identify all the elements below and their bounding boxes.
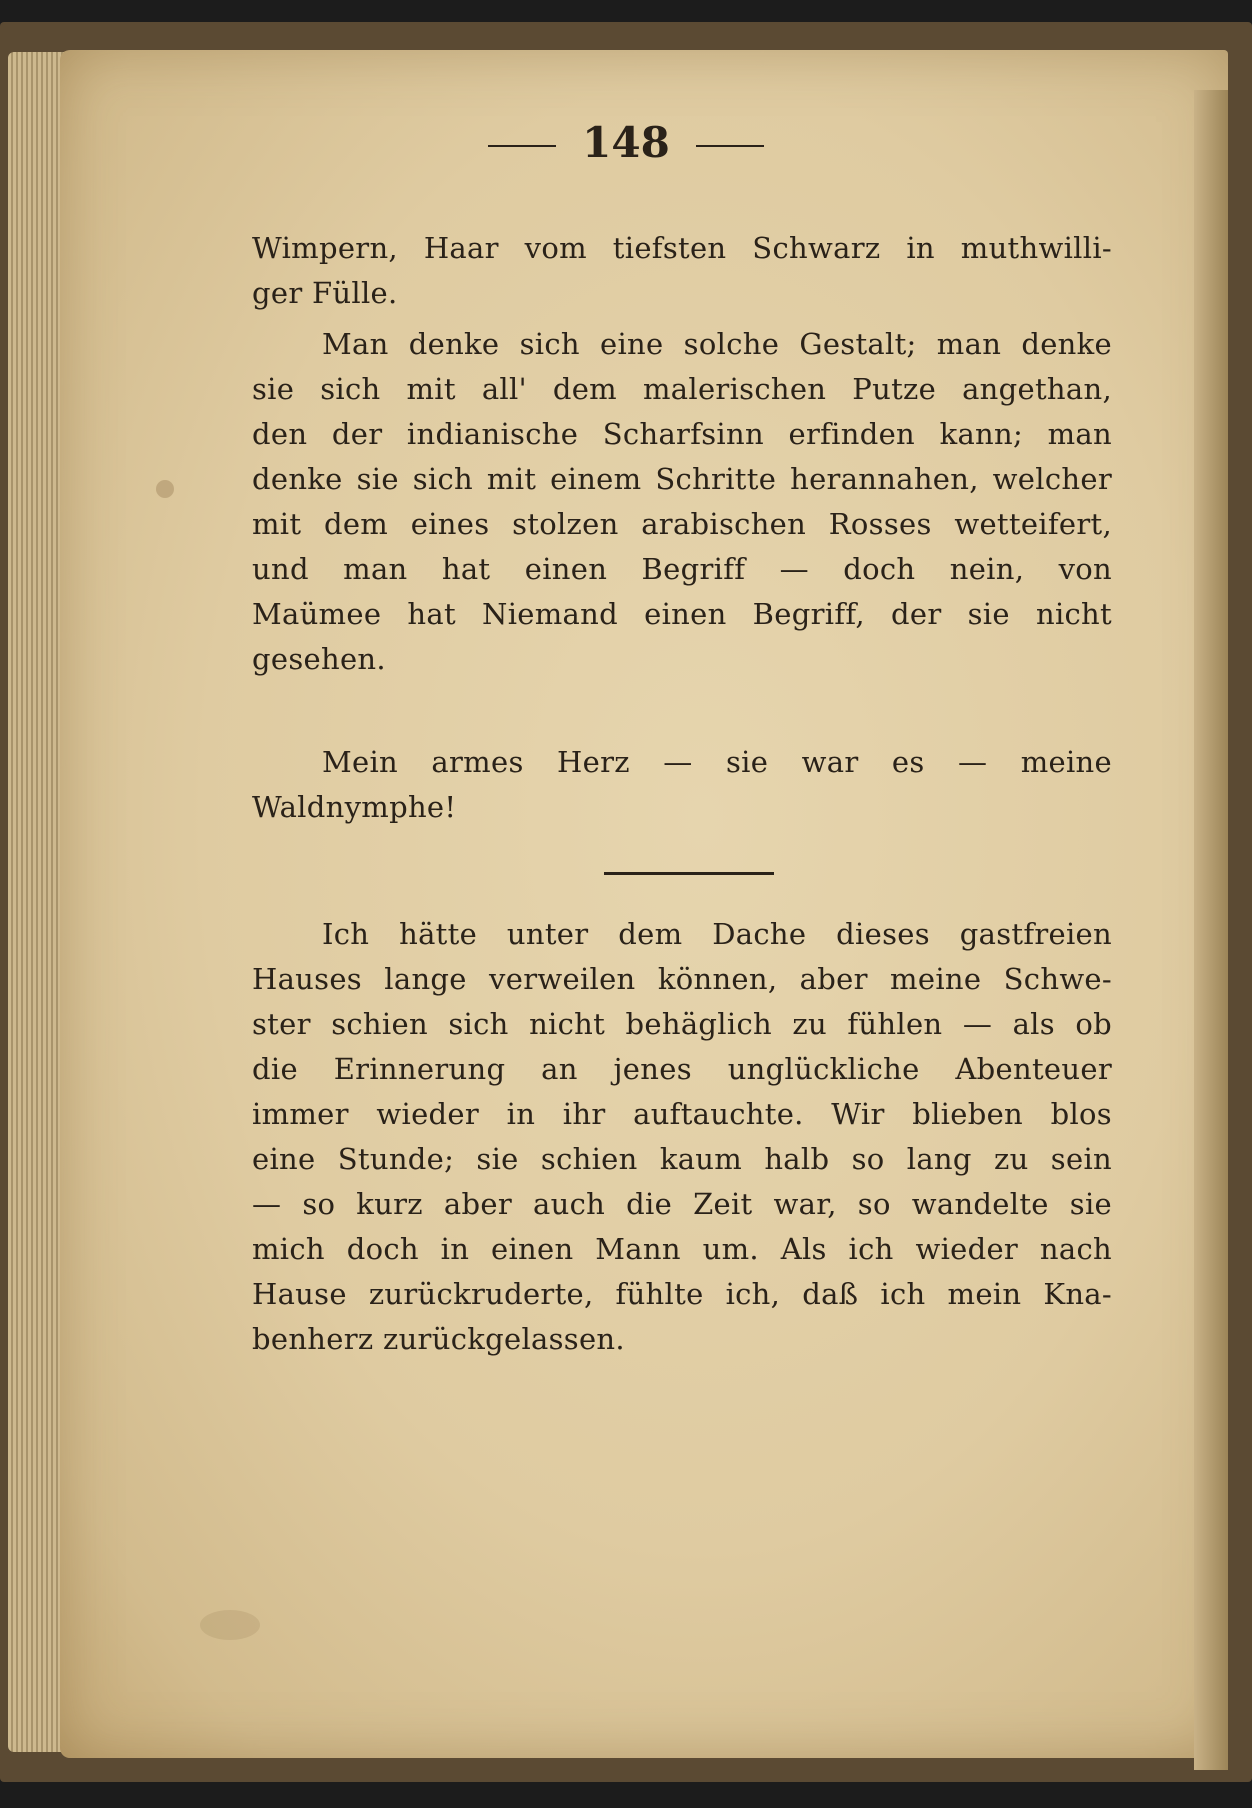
paper-stain bbox=[200, 1610, 260, 1640]
text-line: und man hat einen Begriff — doch nein, von bbox=[252, 552, 1112, 586]
text-line: Ich hätte unter dem Dache dieses gastfreien bbox=[322, 917, 1112, 951]
text-line: eine Stunde; sie schien kaum halb so lang zu sein bbox=[252, 1142, 1112, 1176]
text-line: — so kurz aber auch die Zeit war, so wandelte sie bbox=[252, 1187, 1112, 1221]
paragraph-4 bbox=[252, 912, 1112, 1362]
paragraph-1 bbox=[252, 226, 1112, 316]
text-line: benherz zurückgelassen. bbox=[252, 1322, 625, 1356]
text-line: Waldnymphe! bbox=[252, 790, 457, 824]
text-line: die Erinnerung an jenes unglückliche Abenteuer bbox=[252, 1052, 1112, 1086]
text-line: den der indianische Scharfsinn erfinden kann; man bbox=[252, 417, 1112, 451]
text-line: ster schien sich nicht behäglich zu fühlen — als ob bbox=[252, 1007, 1112, 1041]
text-line: ger Fülle. bbox=[252, 276, 398, 310]
text-line: Man denke sich eine solche Gestalt; man denke bbox=[322, 327, 1112, 361]
text-line: denke sie sich mit einem Schritte herannahen, welcher bbox=[252, 462, 1112, 496]
text-line: gesehen. bbox=[252, 642, 386, 676]
text-line: sie sich mit all' dem malerischen Putze angethan, bbox=[252, 372, 1112, 406]
text-line: mich doch in einen Mann um. Als ich wieder nach bbox=[252, 1232, 1112, 1266]
page-header bbox=[0, 118, 1252, 167]
header-dash-right bbox=[696, 145, 764, 147]
text-line: immer wieder in ihr auftauchte. Wir blieben blos bbox=[252, 1097, 1112, 1131]
paragraph-2 bbox=[252, 322, 1112, 682]
text-line: Hauses lange verweilen können, aber meine Schwe- bbox=[252, 962, 1112, 996]
text-line: mit dem eines stolzen arabischen Rosses wetteifert, bbox=[252, 507, 1112, 541]
page-gutter bbox=[1194, 90, 1228, 1770]
text-line: Mein armes Herz — sie war es — meine bbox=[322, 745, 1112, 779]
paper-stain bbox=[156, 480, 174, 498]
section-divider bbox=[604, 872, 774, 875]
text-line: Wimpern, Haar vom tiefsten Schwarz in muthwilli- bbox=[252, 231, 1112, 265]
page-number: 148 bbox=[582, 118, 670, 167]
text-line: Hause zurückruderte, fühlte ich, daß ich mein Kna- bbox=[252, 1277, 1112, 1311]
text-line: Maümee hat Niemand einen Begriff, der sie nicht bbox=[252, 597, 1112, 631]
header-dash-left bbox=[488, 145, 556, 147]
paragraph-3 bbox=[252, 740, 1112, 830]
